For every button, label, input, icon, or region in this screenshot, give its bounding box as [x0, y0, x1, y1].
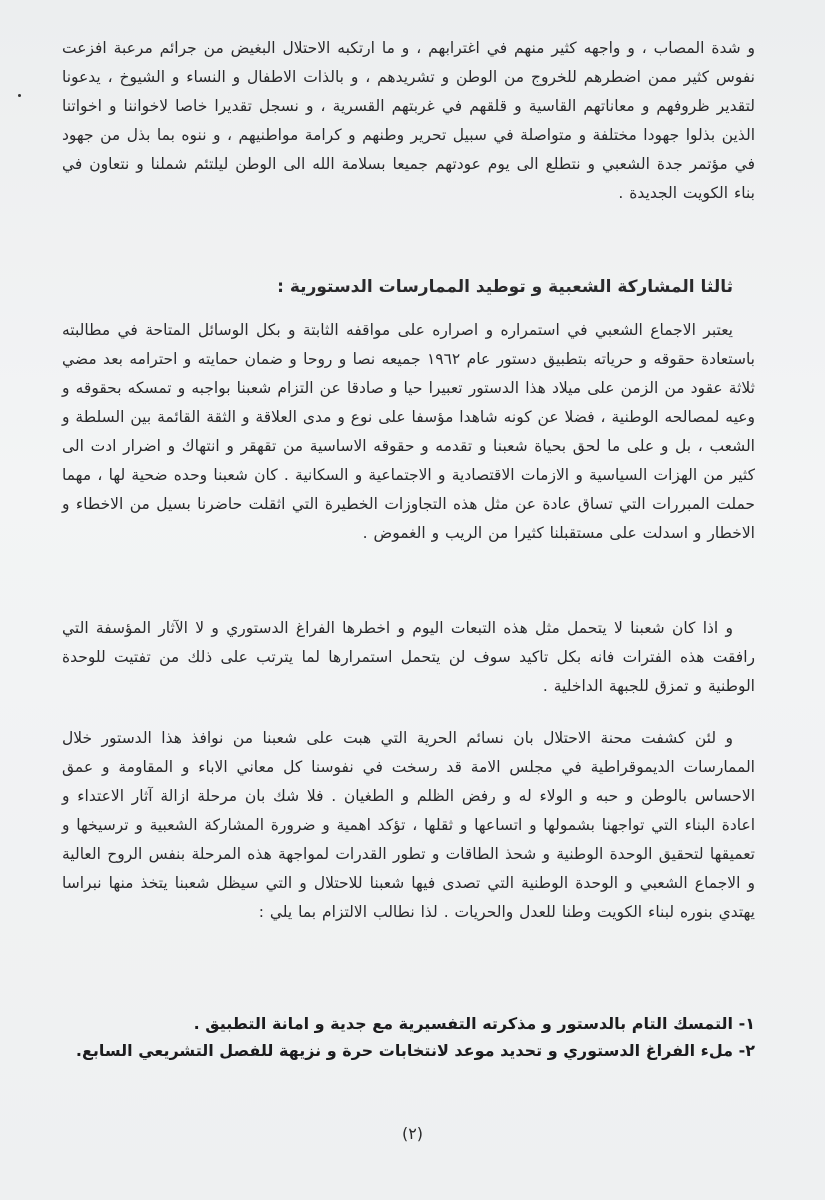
paragraph-constitutional-consensus: يعتبر الاجماع الشعبي في استمراره و اصراره على مواقفه الثابتة و بكل الوسائل المتاحة في مطالبته باستعادة حقوقه و حرياته بتطبيق دستور عام ١٩٦٢ جميعه نصا و روحا و ضمان حمايته و احترامه بعد مضي ثلاثة عقود من الزمن على ميلاد هذا الدستور تعبيرا حيا و صادقا عن التزام شعبنا بواجبه و تمسكه بحقوقه و وعيه لمصالحه الوطنية ، فضلا عن كونه شاهدا مؤسفا على نوع و مدى العلاقة و الثقة القائمة بين السلطة و الشعب ، بل و على ما لحق بحياة شعبنا و تقدمه و حقوقه الاساسية من تقهقر و انتهاك و اضرار ادت الى كثير من الهزات السياسية و الازمات الاقتصادية و الاجتماعية و السكانية . كان شعبنا وحده ضحية لها ، مهما حملت المبررات التي تساق عادة عن مثل هذه التجاوزات الخطيرة التي اثقلت حاضرنا بسيل من الاخطاء و الاخطار و اسدلت على مستقبلنا كثيرا من الريب و الغموض .: [62, 321, 755, 542]
demand-number: ١-: [738, 1014, 755, 1033]
paragraph-constitutional-vacuum: و اذا كان شعبنا لا يتحمل مثل هذه التبعات اليوم و اخطرها الفراغ الدستوري و لا الآثار المؤسفة التي رافقت هذه الفترات فانه بكل تاكيد سوف لن يتحمل استمرارها لما يترتب على ذلك من تفتيت للوحدة الوطنية و تمزق للجبهة الداخلية .: [62, 619, 755, 695]
demand-item: [62, 1037, 755, 1064]
demand-item: [62, 1010, 755, 1037]
section-heading: ثالثا المشاركة الشعبية و توطيد الممارسات الدستورية :: [277, 277, 733, 297]
demand-number: ٢-: [738, 1041, 755, 1060]
demand-text: ملء الفراغ الدستوري و تحديد موعد لانتخابات حرة و نزيهة للفصل التشريعي السابع.: [75, 1041, 734, 1060]
paragraph-occupation-lessons: و لئن كشفت محنة الاحتلال بان نسائم الحرية التي هبت على شعبنا من نوافذ هذا الدستور خلال الممارسات الديموقراطية في مجلس الامة قد رسخت في نفوسنا كل معاني الاباء و المقاومة و عمق الاحساس بالوطن و حبه و الولاء له و رفض الظلم و الطغيان . فلا شك بان مرحلة ازالة آثار الاعتداء و اعادة البناء التي تواجهنا بشمولها و اتساعها و ثقلها ، تؤكد اهمية و ضرورة المشاركة الشعبية و ترسيخها و تعميقها لتحقيق الوحدة الوطنية و شحذ الطاقات و تطور القدرات لمواجهة هذه المرحلة بنفس الروح العالية و الاجماع الشعبي و الوحدة الوطنية التي تصدى فيها شعبنا للاحتلال و التي سيظل شعبنا يتخذ منها نبراسا يهتدي بنوره لبناء الكويت وطنا للعدل والحريات . لذا نطالب الالتزام بما يلي :: [62, 729, 755, 921]
page-number: (٢): [401, 1124, 424, 1143]
paper-speck: [18, 94, 21, 97]
demand-text: التمسك التام بالدستور و مذكرته التفسيرية مع جدية و امانة التطبيق .: [193, 1014, 734, 1033]
intro-paragraph: و شدة المصاب ، و واجهه كثير منهم في اغترابهم ، و ما ارتكبه الاحتلال البغيض من جرائم مرعبة افزعت نفوس كثير ممن اضطرهم للخروج من الوطن و تشريدهم ، و بالذات الاطفال و النساء و الشيوخ ، يدعونا لتقدير ظروفهم و معاناتهم القاسية و قلقهم في غربتهم القسرية ، و نسجل تقديرا خاصا لاخواننا و اخواتنا الذين بذلوا جهودا مختلفة و متواصلة في سبيل تحرير وطنهم و كرامة مواطنيهم ، و ننوه بما بذل من جهود في مؤتمر جدة الشعبي و نتطلع الى يوم عودتهم جميعا بسلامة الله الى الوطن ليلتئم شملنا و نتعاون في بناء الكويت الجديدة .: [62, 39, 755, 202]
demands-list: [62, 1010, 755, 1064]
